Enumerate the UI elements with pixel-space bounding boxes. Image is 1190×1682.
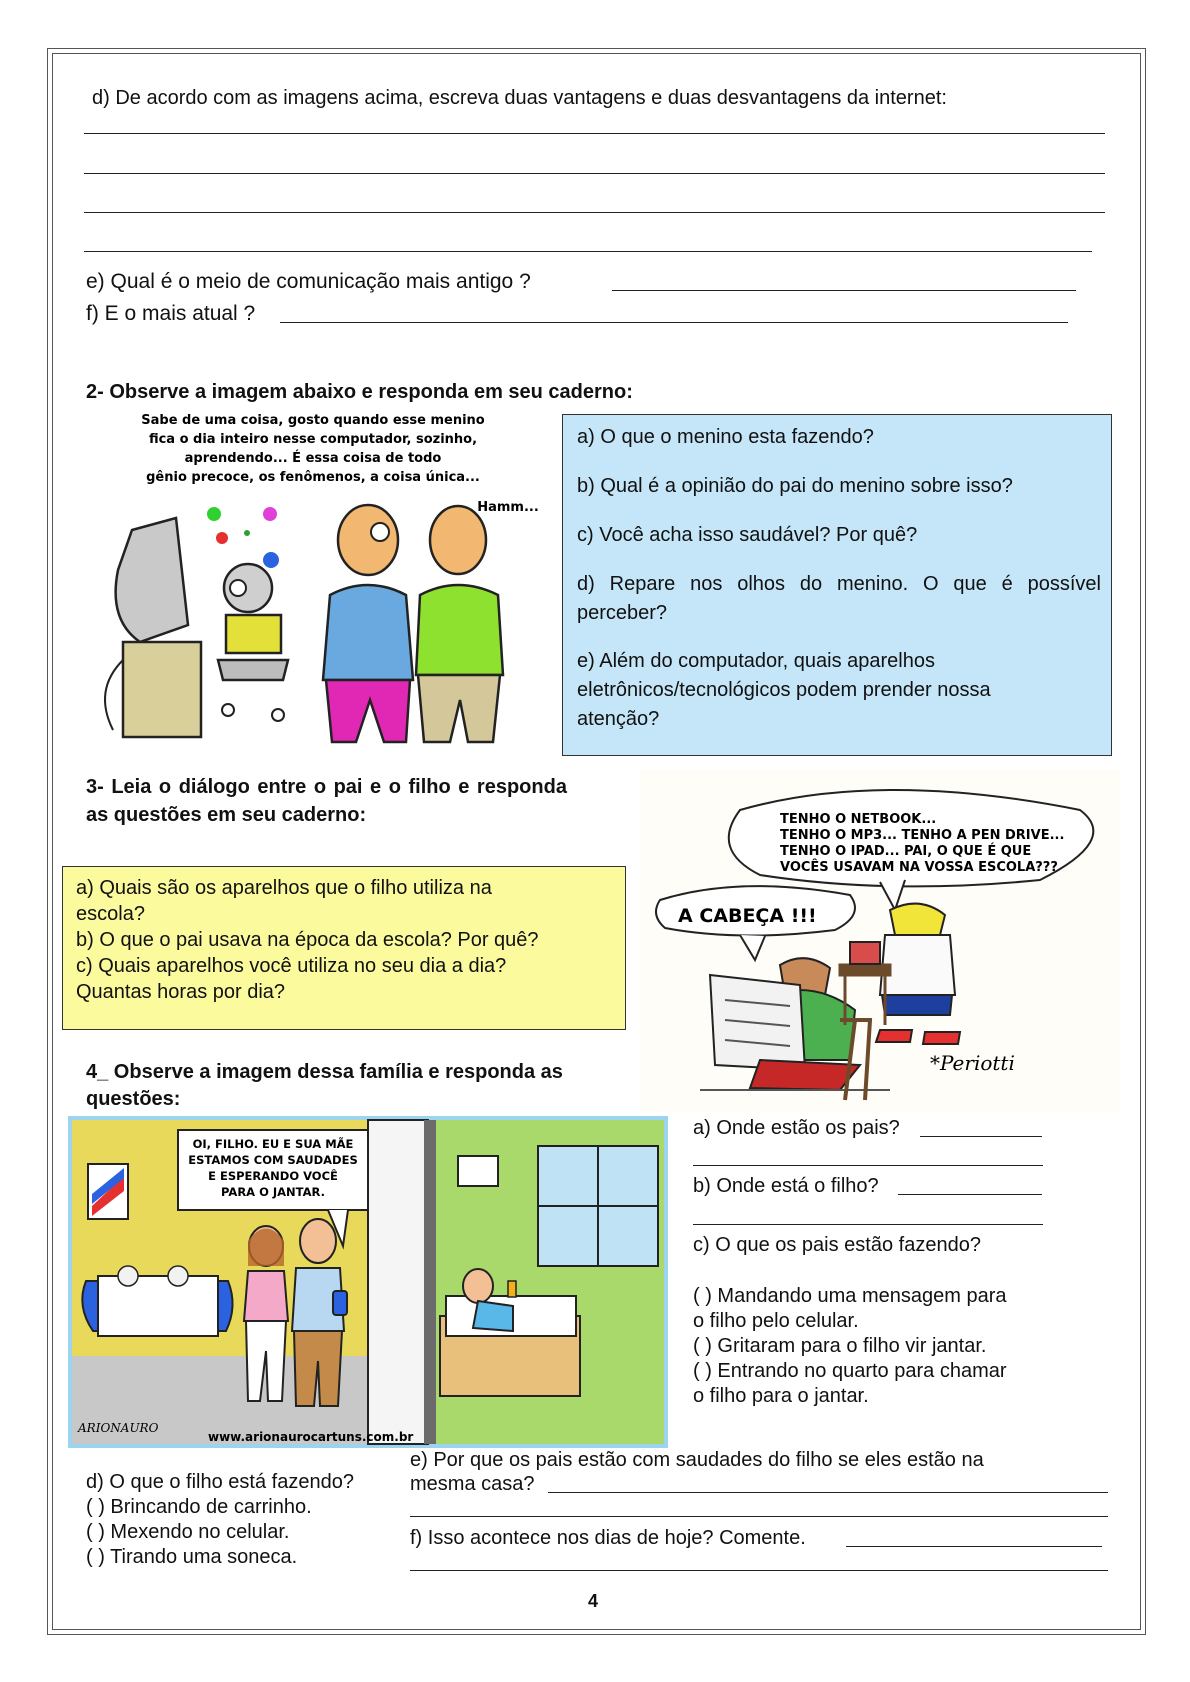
q3-title-line1: 3- Leia o diálogo entre o pai e o filho e responda (86, 776, 567, 798)
answer-line[interactable] (410, 1516, 1108, 1517)
man1-pants (326, 680, 410, 742)
son-head (463, 1269, 493, 1303)
q1-e-text: e) Qual é o meio de comunicação mais antigo ? (86, 270, 531, 293)
q2-cartoon-speech-line: fica o dia inteiro nesse computador, sozinho, (148, 432, 478, 447)
son-speech-line: TENHO O MP3... TENHO A PEN DRIVE... (780, 828, 1065, 843)
q4-d-option[interactable]: ( ) Brincando de carrinho. (86, 1496, 312, 1518)
dining-table (98, 1276, 218, 1336)
boy-eye (230, 580, 246, 596)
answer-line[interactable] (84, 251, 1092, 252)
answer-line[interactable] (548, 1492, 1108, 1493)
q2-question-a: a) O que o menino esta fazendo? (577, 426, 874, 448)
son-speech-line: VOCÊS USAVAM NA VOSSA ESCOLA??? (780, 860, 1058, 875)
computer-cable (105, 660, 123, 730)
q4-cartoon-website: www.arionaurocartuns.com.br (208, 1430, 414, 1444)
q3-cartoon-signature: *Periotti (930, 1051, 1015, 1075)
q2-question-d: d) Repare nos olhos do menino. O que é possível perceber? (577, 573, 1101, 624)
q2-cartoon-computer-boy (88, 410, 548, 755)
q3-question-line: Quantas horas por dia? (76, 981, 286, 1003)
q4-d-option[interactable]: ( ) Tirando uma soneca. (86, 1546, 298, 1568)
mother-top (244, 1271, 288, 1321)
door (368, 1120, 428, 1444)
q4-c-option-line[interactable]: ( ) Entrando no quarto para chamar (693, 1360, 1007, 1382)
q4-d-text: d) O que o filho está fazendo? (86, 1471, 354, 1493)
chair-wheel (272, 709, 284, 721)
q2-question-c: c) Você acha isso saudável? Por quê? (577, 524, 918, 546)
q4-c-option-line: o filho pelo celular. (693, 1310, 859, 1332)
boy-shirt (226, 615, 281, 653)
q2-questions-box (562, 414, 1112, 756)
q3-questions-box (62, 866, 626, 1030)
q4-title-line1: 4_ Observe a imagem dessa família e responda as (86, 1061, 563, 1083)
decor-dot (207, 507, 221, 521)
q4-f-text: f) Isso acontece nos dias de hoje? Comente. (410, 1527, 806, 1549)
q4-a-text: a) Onde estão os pais? (693, 1117, 900, 1139)
q3-question-line: c) Quais aparelhos você utiliza no seu dia a dia? (76, 955, 507, 977)
decor-dot (263, 552, 279, 568)
answer-line[interactable] (84, 133, 1105, 134)
q1-d-text: d) De acordo com as imagens acima, escreva duas vantagens e duas desvantagens da internet: (92, 87, 947, 109)
q3-question-line: b) O que o pai usava na época da escola? Por quê? (76, 929, 539, 951)
wall-picture (458, 1156, 498, 1186)
q4-c-option-line[interactable]: ( ) Mandando uma mensagem para (693, 1285, 1007, 1307)
computer-case (123, 642, 201, 737)
plate (118, 1266, 138, 1286)
father-pants (750, 1060, 860, 1090)
q2-cartoon-speech-line: Sabe de uma coisa, gosto quando esse menino (141, 413, 485, 428)
laptop (850, 942, 880, 964)
q2-cartoon-speech-line: gênio precoce, os fenômenos, a coisa única... (146, 470, 480, 485)
q4-b-text: b) Onde está o filho? (693, 1175, 879, 1197)
q2-question-e: e) Além do computador, quais aparelhos eletrônicos/tecnológicos podem prender nossa atenção? (577, 650, 991, 730)
man1-head (338, 505, 398, 575)
chair-wheel (222, 704, 234, 716)
decor-dot (244, 530, 250, 536)
boy-chair (218, 660, 288, 680)
q2-cartoon-speech-line: aprendendo... É essa coisa de todo (184, 451, 442, 466)
answer-line[interactable] (84, 173, 1105, 174)
son-phone (508, 1281, 516, 1297)
answer-line[interactable] (846, 1546, 1102, 1547)
decor-dot (263, 507, 277, 521)
q4-e-line1: e) Por que os pais estão com saudades do filho se eles estão na (410, 1449, 984, 1471)
q2-question-b: b) Qual é a opinião do pai do menino sobre isso? (577, 475, 1013, 497)
man2-pants (418, 675, 500, 742)
father-head (300, 1219, 336, 1263)
q4-title-line2: questões: (86, 1088, 181, 1110)
q4-c-text: c) O que os pais estão fazendo? (693, 1234, 981, 1256)
man1-eye (371, 523, 389, 541)
q4-speech-line: ESTAMOS COM SAUDADES (188, 1153, 358, 1167)
answer-line[interactable] (693, 1224, 1043, 1225)
man1-shirt (323, 585, 413, 680)
father-phone (333, 1291, 347, 1315)
man2-head (430, 506, 486, 574)
answer-line[interactable] (84, 212, 1105, 213)
answer-line[interactable] (920, 1136, 1042, 1137)
father-speech: A CABEÇA !!! (678, 905, 817, 927)
decor-dot (216, 532, 228, 544)
q4-d-option[interactable]: ( ) Mexendo no celular. (86, 1521, 290, 1543)
son-hair (890, 904, 945, 935)
answer-line[interactable] (693, 1165, 1043, 1166)
q4-cartoon-signature: ARIONAURO (78, 1421, 159, 1435)
q4-e-line2: mesma casa? (410, 1473, 535, 1495)
q3-question-line: a) Quais são os aparelhos que o filho utiliza na (76, 877, 492, 899)
q2-title: 2- Observe a imagem abaixo e responda em seu caderno: (86, 381, 633, 403)
q4-speech-line: E ESPERANDO VOCÊ (208, 1169, 338, 1183)
q4-speech-line: OI, FILHO. EU E SUA MÃE (192, 1137, 354, 1151)
q3-cartoon-father-son (640, 770, 1120, 1112)
answer-line[interactable] (898, 1194, 1042, 1195)
q4-c-option-line: o filho para o jantar. (693, 1385, 869, 1407)
son-speech-line: TENHO O IPAD... PAI, O QUE É QUE (780, 844, 1032, 859)
q3-title-line2: as questões em seu caderno: (86, 804, 367, 826)
computer-monitor (116, 518, 188, 642)
q2-cartoon-reply: Hamm... (477, 500, 539, 515)
q4-speech-line: PARA O JANTAR. (221, 1185, 325, 1199)
man2-shirt (416, 585, 503, 675)
son-shirt (473, 1301, 513, 1331)
son-speech-line: TENHO O NETBOOK... (780, 812, 937, 827)
q3-question-line: escola? (76, 903, 145, 925)
answer-line[interactable] (280, 322, 1068, 323)
answer-line[interactable] (612, 290, 1076, 291)
q1-f-text: f) E o mais atual ? (86, 302, 256, 325)
answer-line[interactable] (410, 1570, 1108, 1571)
q4-c-option-line[interactable]: ( ) Gritaram para o filho vir jantar. (693, 1335, 987, 1357)
q4-cartoon-family (68, 1116, 668, 1448)
plate (168, 1266, 188, 1286)
page-number: 4 (588, 1591, 599, 1611)
son-shorts (882, 995, 952, 1015)
